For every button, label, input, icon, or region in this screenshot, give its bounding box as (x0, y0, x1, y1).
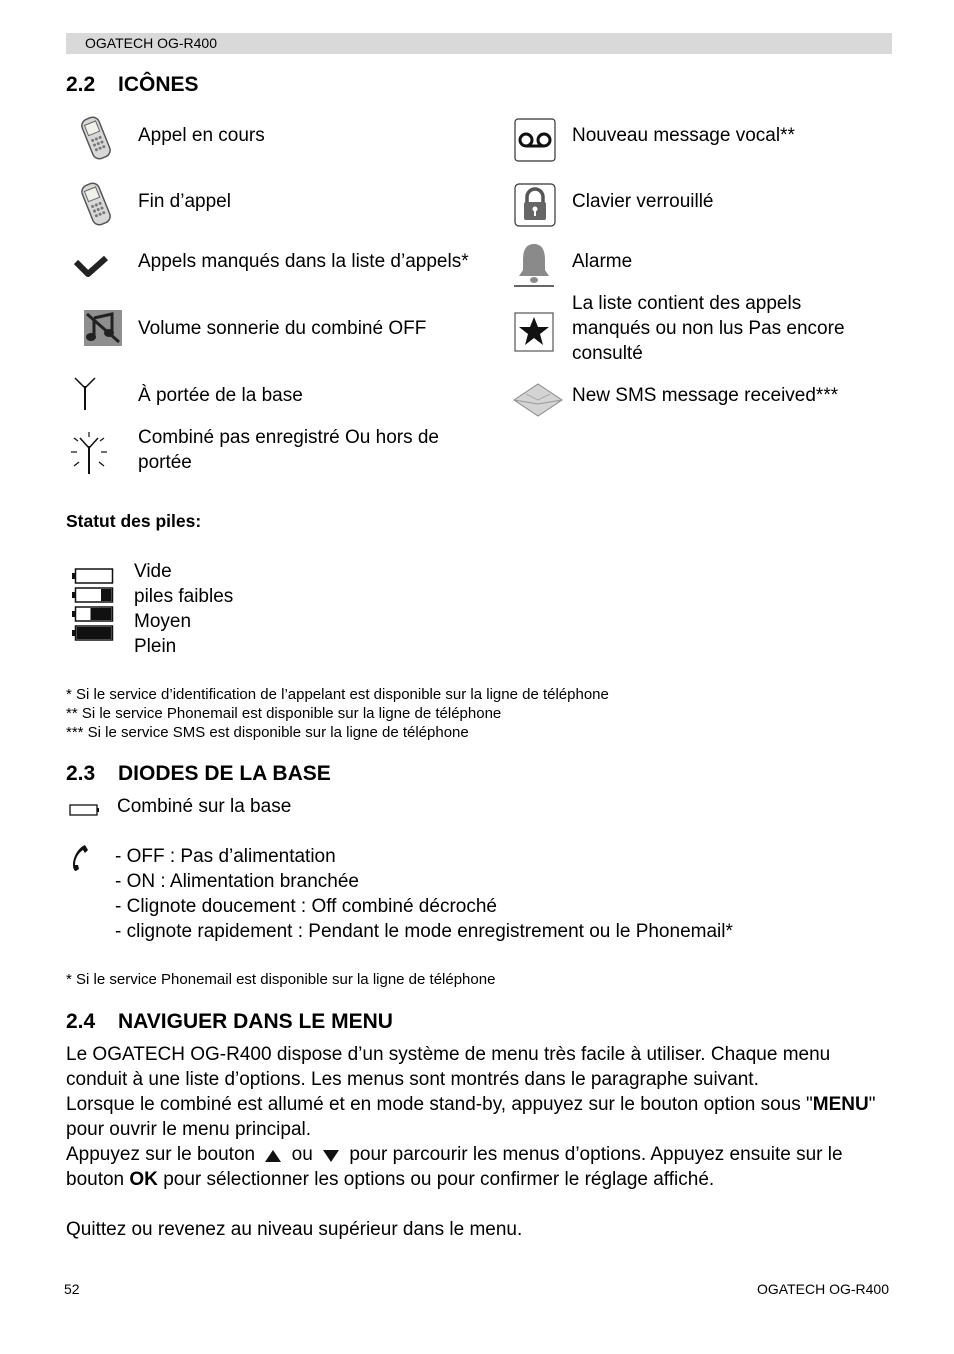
phone-led-icon (70, 843, 90, 873)
icon-label-new-sms: New SMS message received*** (572, 385, 839, 406)
menu-body (66, 1042, 892, 1242)
battery-medium-icon (72, 606, 114, 622)
antenna-icon (72, 376, 98, 412)
text-span: pour sélectionner les options ou pour confirmer le réglage affiché. (163, 1169, 715, 1190)
footnote: *** Si le service SMS est disponible sur la ligne de téléphone (66, 724, 469, 741)
section-title: NAVIGUER DANS LE MENU (118, 1010, 393, 1033)
footer-title: OGATECH OG-R400 (757, 1281, 889, 1297)
section-number: 2.2 (66, 73, 96, 96)
icon-label-appel-en-cours: Appel en cours (138, 125, 265, 146)
battery-level-low: piles faibles (134, 586, 234, 607)
section-menu-heading (66, 1010, 393, 1034)
lock-icon (514, 183, 556, 227)
battery-low-icon (72, 587, 114, 603)
section-number: 2.4 (66, 1010, 96, 1033)
leds-footnote: * Si le service Phonemail est disponible sur la ligne de téléphone (66, 971, 496, 988)
battery-empty-icon (72, 568, 114, 584)
icon-label-portee-base: À portée de la base (138, 385, 303, 406)
battery-level-medium: Moyen (134, 611, 192, 632)
spacer (66, 1192, 892, 1217)
menu-paragraph-4: Quittez ou revenez au niveau supérieur dans le menu. (66, 1219, 523, 1240)
section-title: DIODES DE LA BASE (118, 762, 331, 785)
bell-icon (513, 240, 555, 288)
icon-label-volume-off: Volume sonnerie du combiné OFF (138, 318, 427, 339)
icon-label-pas-enregistre: Combiné pas enregistré Ou hors de portée (138, 427, 439, 473)
base-led-icon (69, 803, 99, 817)
battery-level-full: Plein (134, 636, 177, 657)
footnote: ** Si le service Phonemail est disponible sur la ligne de téléphone (66, 705, 502, 722)
menu-keyword: MENU (812, 1094, 869, 1115)
footnote: * Si le service d’identification de l’appelant est disponible sur la ligne de téléphone (66, 686, 609, 703)
voicemail-icon (514, 118, 556, 162)
section-number: 2.3 (66, 762, 96, 785)
ringer-off-icon (84, 310, 122, 346)
icon-label-message-vocal: Nouveau message vocal** (572, 125, 795, 146)
phone-handset-icon (72, 114, 120, 162)
page-number: 52 (64, 1281, 80, 1297)
phone-led-states (115, 844, 733, 944)
led-state-fast-blink: - clignote rapidement : Pendant le mode enregistrement ou le Phonemail* (115, 921, 733, 942)
icons-footnotes (66, 685, 609, 742)
missed-call-arrow-icon (74, 252, 108, 280)
text-span: Lorsque le combiné est allumé et en mode stand-by, appuyez sur le bouton option sous " (66, 1094, 813, 1115)
base-led-label: Combiné sur la base (117, 796, 292, 817)
arrow-up-icon (264, 1149, 282, 1163)
icon-label-alarme: Alarme (572, 251, 633, 272)
battery-level-labels (134, 559, 233, 659)
icon-label-appels-manques: Appels manqués dans la liste d’appels* (138, 251, 469, 272)
battery-full-icon (72, 625, 114, 641)
antenna-flashing-icon (70, 432, 108, 476)
menu-paragraph-1: Le OGATECH OG-R400 dispose d’un système de menu très facile à utiliser. Chaque menu conduit à une liste d’options. Les menus sont montrés dans le paragraphe suivant. (66, 1044, 831, 1090)
arrow-down-icon (322, 1149, 340, 1163)
battery-title: Statut des piles: (66, 511, 202, 531)
menu-paragraph-2 (66, 1092, 892, 1142)
star-icon (514, 312, 554, 352)
section-title: ICÔNES (118, 73, 199, 96)
ok-keyword: OK (129, 1169, 158, 1190)
led-state-off: - OFF : Pas d’alimentation (115, 846, 336, 867)
sms-envelope-icon (512, 380, 564, 418)
text-span: pour parcourir les menus d’options. Appuyez ensuite sur le (349, 1144, 843, 1165)
icon-label-clavier-verrouille: Clavier verrouillé (572, 191, 714, 212)
icon-label-liste-appels: La liste contient des appels manqués ou non lus Pas encore consulté (572, 293, 845, 364)
text-span: " pour ouvrir le menu principal. (66, 1094, 876, 1140)
text-span: ou (291, 1144, 313, 1165)
header-title: OGATECH OG-R400 (85, 35, 217, 51)
text-span: Appuyez sur le bouton (66, 1144, 256, 1165)
icon-label-fin-appel: Fin d’appel (138, 191, 231, 212)
battery-level-empty: Vide (134, 561, 172, 582)
phone-handset-icon (72, 180, 120, 228)
led-state-on: - ON : Alimentation branchée (115, 871, 359, 892)
text-span: bouton (66, 1169, 125, 1190)
section-icons-heading (66, 73, 199, 97)
menu-paragraph-3 (66, 1142, 892, 1192)
section-leds-heading (66, 762, 331, 786)
led-state-slow-blink: - Clignote doucement : Off combiné décroché (115, 896, 497, 917)
